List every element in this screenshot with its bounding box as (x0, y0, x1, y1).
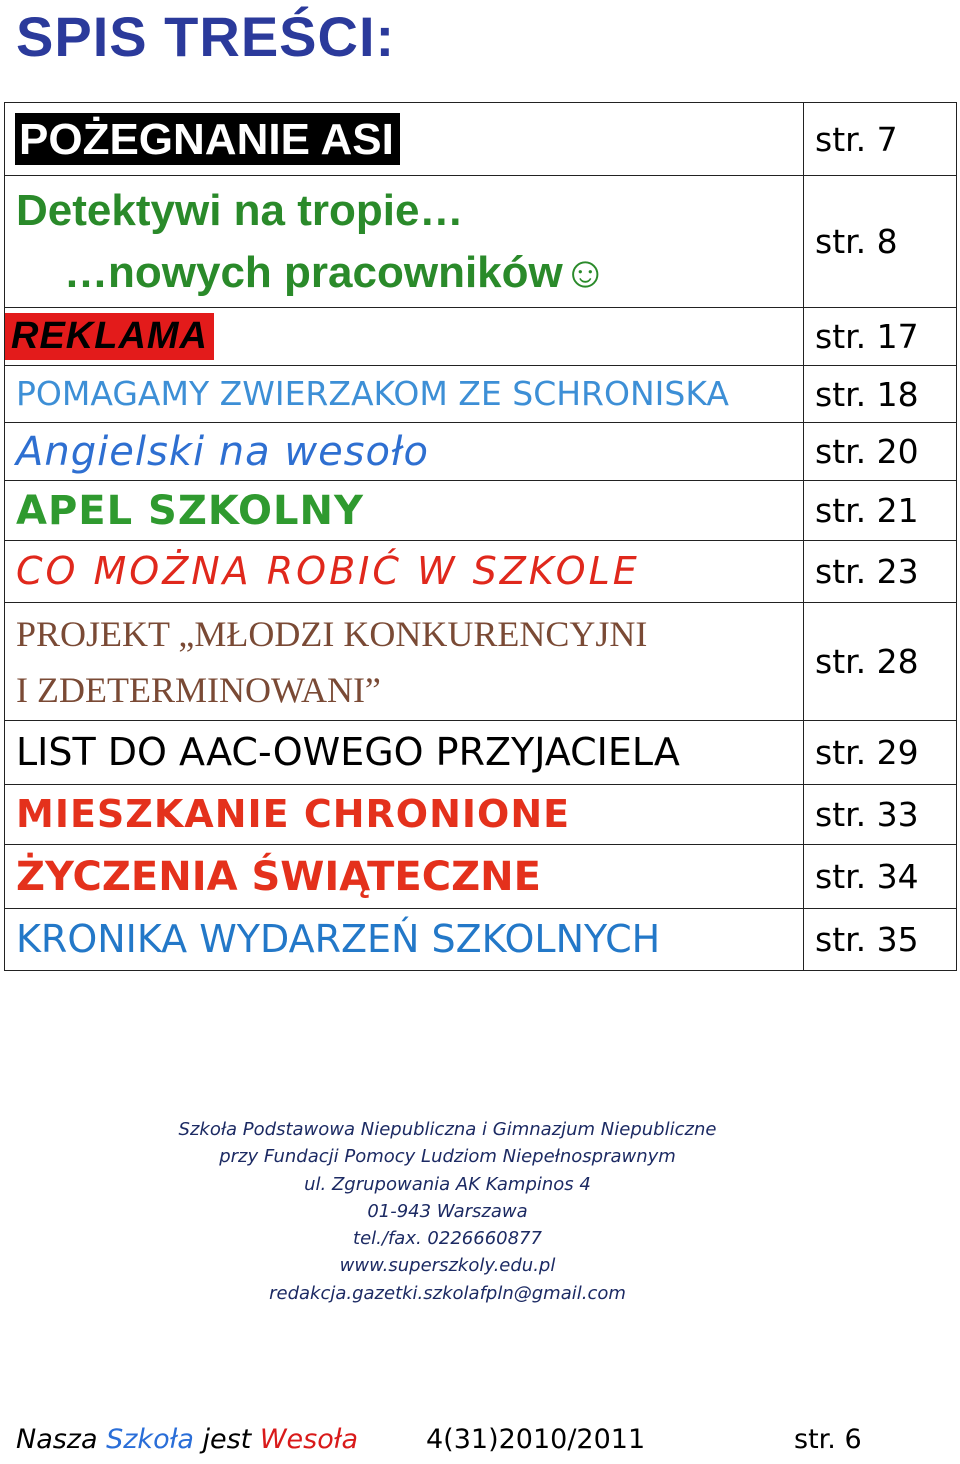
magazine-title-part: Szkoła (106, 1424, 194, 1455)
toc-entry-title: REKLAMA (5, 313, 214, 361)
toc-entry-cell (5, 308, 804, 366)
toc-entry-cell (5, 176, 804, 308)
toc-page-number: str. 20 (804, 423, 957, 481)
toc-entry-title: MIESZKANIE CHRONIONE (16, 791, 571, 836)
phone-fax: tel./fax. 0226660877 (353, 1228, 542, 1250)
toc-entry-cell (5, 541, 804, 603)
foundation-name: przy Fundacji Pomocy Ludziom Niepełnosprawnym (219, 1146, 676, 1168)
toc-page-number: str. 29 (804, 721, 957, 785)
toc-entry-cell (5, 845, 804, 909)
toc-row (5, 481, 957, 541)
toc-row (5, 785, 957, 845)
toc-entry-cell (5, 909, 804, 971)
website: www.superszkoly.edu.pl (339, 1255, 556, 1277)
toc-row (5, 909, 957, 971)
issue-number: 4(31)2010/2011 (426, 1424, 646, 1455)
toc-entry-cell (5, 103, 804, 176)
toc-entry-title-continued: I ZDETERMINOWANI” (16, 669, 381, 710)
page-footer (16, 1424, 946, 1464)
email: redakcja.gazetki.szkolafpln@gmail.com (269, 1282, 626, 1304)
footer-page-number: str. 6 (794, 1424, 862, 1455)
toc-entry-cell (5, 785, 804, 845)
toc-entry-cell (5, 481, 804, 541)
toc-row (5, 103, 957, 176)
toc-entry-title: KRONIKA WYDARZEŃ SZKOLNYCH (16, 916, 661, 961)
toc-page-number: str. 17 (804, 308, 957, 366)
toc-page-number: str. 18 (804, 366, 957, 423)
toc-entry-title: Angielski na wesoło (16, 428, 429, 475)
toc-entry-title: ŻYCZENIA ŚWIĄTECZNE (16, 853, 541, 900)
toc-page-number: str. 23 (804, 541, 957, 603)
toc-entry-title: PROJEKT „MŁODZI KONKURENCYJNI (16, 613, 648, 654)
toc-entry-cell (5, 721, 804, 785)
toc-page-number: str. 33 (804, 785, 957, 845)
magazine-title (16, 1424, 358, 1455)
school-contact-block (0, 1116, 895, 1307)
page-title: SPIS TREŚCI: (16, 5, 396, 68)
toc-entry-cell (5, 423, 804, 481)
toc-page-number: str. 8 (804, 176, 957, 308)
toc-row (5, 423, 957, 481)
toc-page-number: str. 35 (804, 909, 957, 971)
toc-row (5, 541, 957, 603)
toc-row (5, 845, 957, 909)
toc-entry-title: Detektywi na tropie… (16, 185, 464, 235)
toc-page-number: str. 34 (804, 845, 957, 909)
toc-entry-title: LIST DO AAC-OWEGO PRZYJACIELA (16, 729, 680, 774)
toc-entry-title: POMAGAMY ZWIERZAKOM ZE SCHRONISKA (16, 374, 729, 414)
table-of-contents (4, 102, 957, 971)
toc-entry-title-continued: …nowych pracowników☺ (64, 247, 608, 297)
toc-row (5, 721, 957, 785)
toc-page-number: str. 7 (804, 103, 957, 176)
toc-entry-title: APEL SZKOLNY (16, 487, 364, 534)
toc-entry-title: CO MOŻNA ROBIĆ W SZKOLE (16, 548, 640, 593)
school-name: Szkoła Podstawowa Niepubliczna i Gimnazjum Niepubliczne (178, 1119, 717, 1140)
toc-page-number: str. 21 (804, 481, 957, 541)
toc-row (5, 176, 957, 308)
street-address: ul. Zgrupowania AK Kampinos 4 (304, 1173, 591, 1195)
toc-page-number: str. 28 (804, 603, 957, 721)
toc-row (5, 366, 957, 423)
magazine-title-part: jest (193, 1424, 260, 1455)
toc-row (5, 603, 957, 721)
toc-entry-cell (5, 603, 804, 721)
toc-entry-title: POŻEGNANIE ASI (15, 113, 400, 166)
magazine-title-part: Wesoła (259, 1424, 359, 1455)
toc-row (5, 308, 957, 366)
toc-entry-cell (5, 366, 804, 423)
postal-city: 01-943 Warszawa (367, 1200, 528, 1222)
magazine-title-part: Nasza (16, 1424, 107, 1455)
